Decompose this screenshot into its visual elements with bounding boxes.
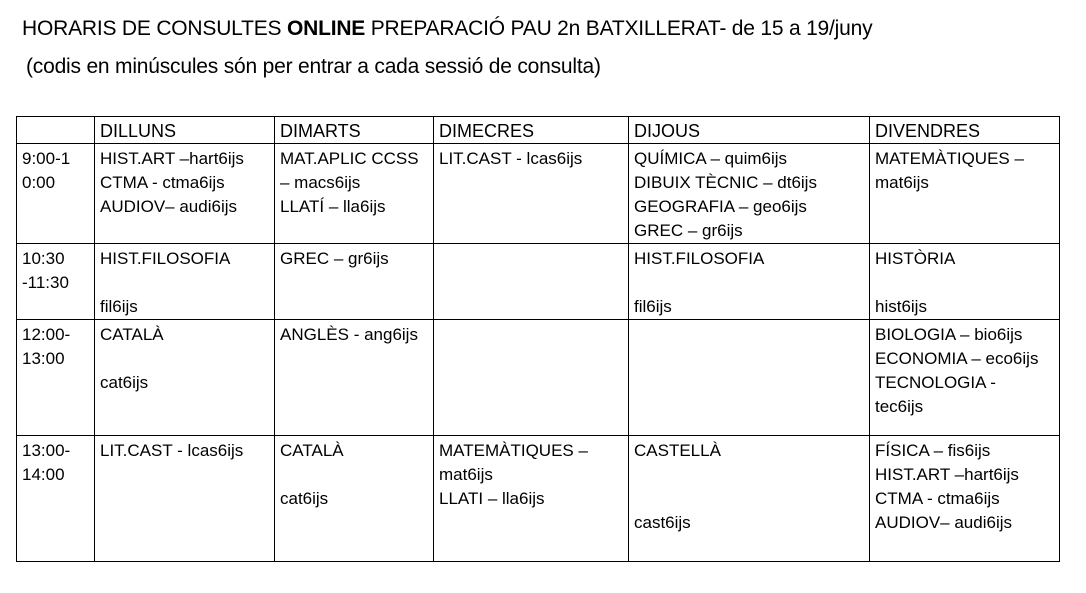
cell-spacer xyxy=(100,271,270,295)
time-slot-text: 14:00 xyxy=(22,465,65,484)
header-day: DILLUNS xyxy=(95,117,275,144)
session-cell xyxy=(95,320,275,436)
session-cell xyxy=(434,244,629,320)
session-entry: MAT.APLIC CCSS xyxy=(280,149,419,168)
session-entry: GREC – gr6ijs xyxy=(280,249,389,268)
session-entry: HIST.FILOSOFIA xyxy=(100,249,231,268)
time-slot-text: -11:30 xyxy=(22,273,69,292)
header-row xyxy=(17,117,1060,144)
session-entry: cast6ijs xyxy=(634,513,691,532)
session-entry: MATEMÀTIQUES – xyxy=(875,149,1024,168)
time-slot xyxy=(17,144,95,244)
cell-spacer xyxy=(634,271,865,295)
session-entry: GEOGRAFIA – geo6ijs xyxy=(634,197,807,216)
session-entry: hist6ijs xyxy=(875,297,927,316)
header-corner xyxy=(17,117,95,144)
session-entry: fil6ijs xyxy=(100,297,138,316)
session-entry: HIST.FILOSOFIA xyxy=(634,249,765,268)
time-slot-text: 10:30 xyxy=(22,249,65,268)
session-entry: CATALÀ xyxy=(280,441,344,460)
cell-spacer xyxy=(634,463,865,487)
page-subtitle: (codis en minúscules són per entrar a cada sessió de consulta) xyxy=(26,55,601,78)
session-cell xyxy=(629,244,870,320)
time-slot-text: 13:00 xyxy=(22,349,65,368)
session-entry: QUÍMICA – quim6ijs xyxy=(634,149,788,168)
session-cell xyxy=(434,144,629,244)
header-day: DIMECRES xyxy=(434,117,629,144)
header-day: DIVENDRES xyxy=(870,117,1060,144)
session-entry: cat6ijs xyxy=(100,373,149,392)
session-entry: LLATÍ – lla6ijs xyxy=(280,197,386,216)
session-cell xyxy=(629,144,870,244)
schedule-table xyxy=(16,116,1060,562)
session-cell xyxy=(870,320,1060,436)
session-cell xyxy=(95,144,275,244)
session-entry: FÍSICA – fis6ijs xyxy=(875,441,991,460)
session-entry: LLATI – lla6ijs xyxy=(439,489,545,508)
page-title xyxy=(22,15,872,43)
schedule-row xyxy=(17,144,1060,244)
session-entry: CATALÀ xyxy=(100,325,164,344)
time-slot-text: 12:00- xyxy=(22,325,71,344)
session-entry: BIOLOGIA – bio6ijs xyxy=(875,325,1023,344)
session-cell xyxy=(95,244,275,320)
session-entry: HISTÒRIA xyxy=(875,249,956,268)
session-entry: HIST.ART –hart6ijs xyxy=(875,465,1019,484)
session-cell xyxy=(870,144,1060,244)
session-entry: – macs6ijs xyxy=(280,173,361,192)
time-slot xyxy=(17,244,95,320)
cell-spacer xyxy=(100,347,270,371)
session-entry: CTMA - ctma6ijs xyxy=(875,489,1000,508)
header-day: DIJOUS xyxy=(629,117,870,144)
session-entry: LIT.CAST - lcas6ijs xyxy=(439,149,583,168)
session-entry: GREC – gr6ijs xyxy=(634,221,743,240)
session-entry: CTMA - ctma6ijs xyxy=(100,173,225,192)
time-slot xyxy=(17,320,95,436)
schedule-row xyxy=(17,320,1060,436)
session-cell xyxy=(870,436,1060,562)
session-entry: mat6ijs xyxy=(439,465,493,484)
session-entry: tec6ijs xyxy=(875,397,924,416)
header-day: DIMARTS xyxy=(275,117,434,144)
session-entry: mat6ijs xyxy=(875,173,929,192)
session-entry: TECNOLOGIA - xyxy=(875,373,996,392)
cell-spacer xyxy=(875,271,1055,295)
session-cell xyxy=(629,436,870,562)
session-cell xyxy=(275,436,434,562)
session-entry: fil6ijs xyxy=(634,297,672,316)
session-entry: MATEMÀTIQUES – xyxy=(439,441,588,460)
title-suffix: PREPARACIÓ PAU 2n BATXILLERAT- de 15 a 19/juny xyxy=(365,17,873,40)
session-cell xyxy=(275,244,434,320)
session-cell xyxy=(870,244,1060,320)
session-entry: DIBUIX TÈCNIC – dt6ijs xyxy=(634,173,817,192)
schedule-row xyxy=(17,436,1060,562)
session-entry: AUDIOV– audi6ijs xyxy=(100,197,238,216)
session-cell xyxy=(275,144,434,244)
time-slot-text: 0:00 xyxy=(22,173,56,192)
session-entry: HIST.ART –hart6ijs xyxy=(100,149,244,168)
session-cell xyxy=(434,436,629,562)
time-slot xyxy=(17,436,95,562)
schedule-row xyxy=(17,244,1060,320)
session-cell xyxy=(434,320,629,436)
time-slot-text: 9:00-1 xyxy=(22,149,71,168)
cell-spacer xyxy=(280,463,429,487)
session-entry: cat6ijs xyxy=(280,489,329,508)
time-slot-text: 13:00- xyxy=(22,441,71,460)
session-entry: AUDIOV– audi6ijs xyxy=(875,513,1013,532)
session-entry: CASTELLÀ xyxy=(634,441,721,460)
session-cell xyxy=(275,320,434,436)
title-bold: ONLINE xyxy=(286,17,366,40)
session-entry: ECONOMIA – eco6ijs xyxy=(875,349,1039,368)
session-entry: LIT.CAST - lcas6ijs xyxy=(100,441,244,460)
session-cell xyxy=(95,436,275,562)
title-prefix: HORARIS DE CONSULTES xyxy=(22,17,287,40)
cell-spacer xyxy=(634,487,865,511)
session-entry: ANGLÈS - ang6ijs xyxy=(280,325,418,344)
session-cell xyxy=(629,320,870,436)
